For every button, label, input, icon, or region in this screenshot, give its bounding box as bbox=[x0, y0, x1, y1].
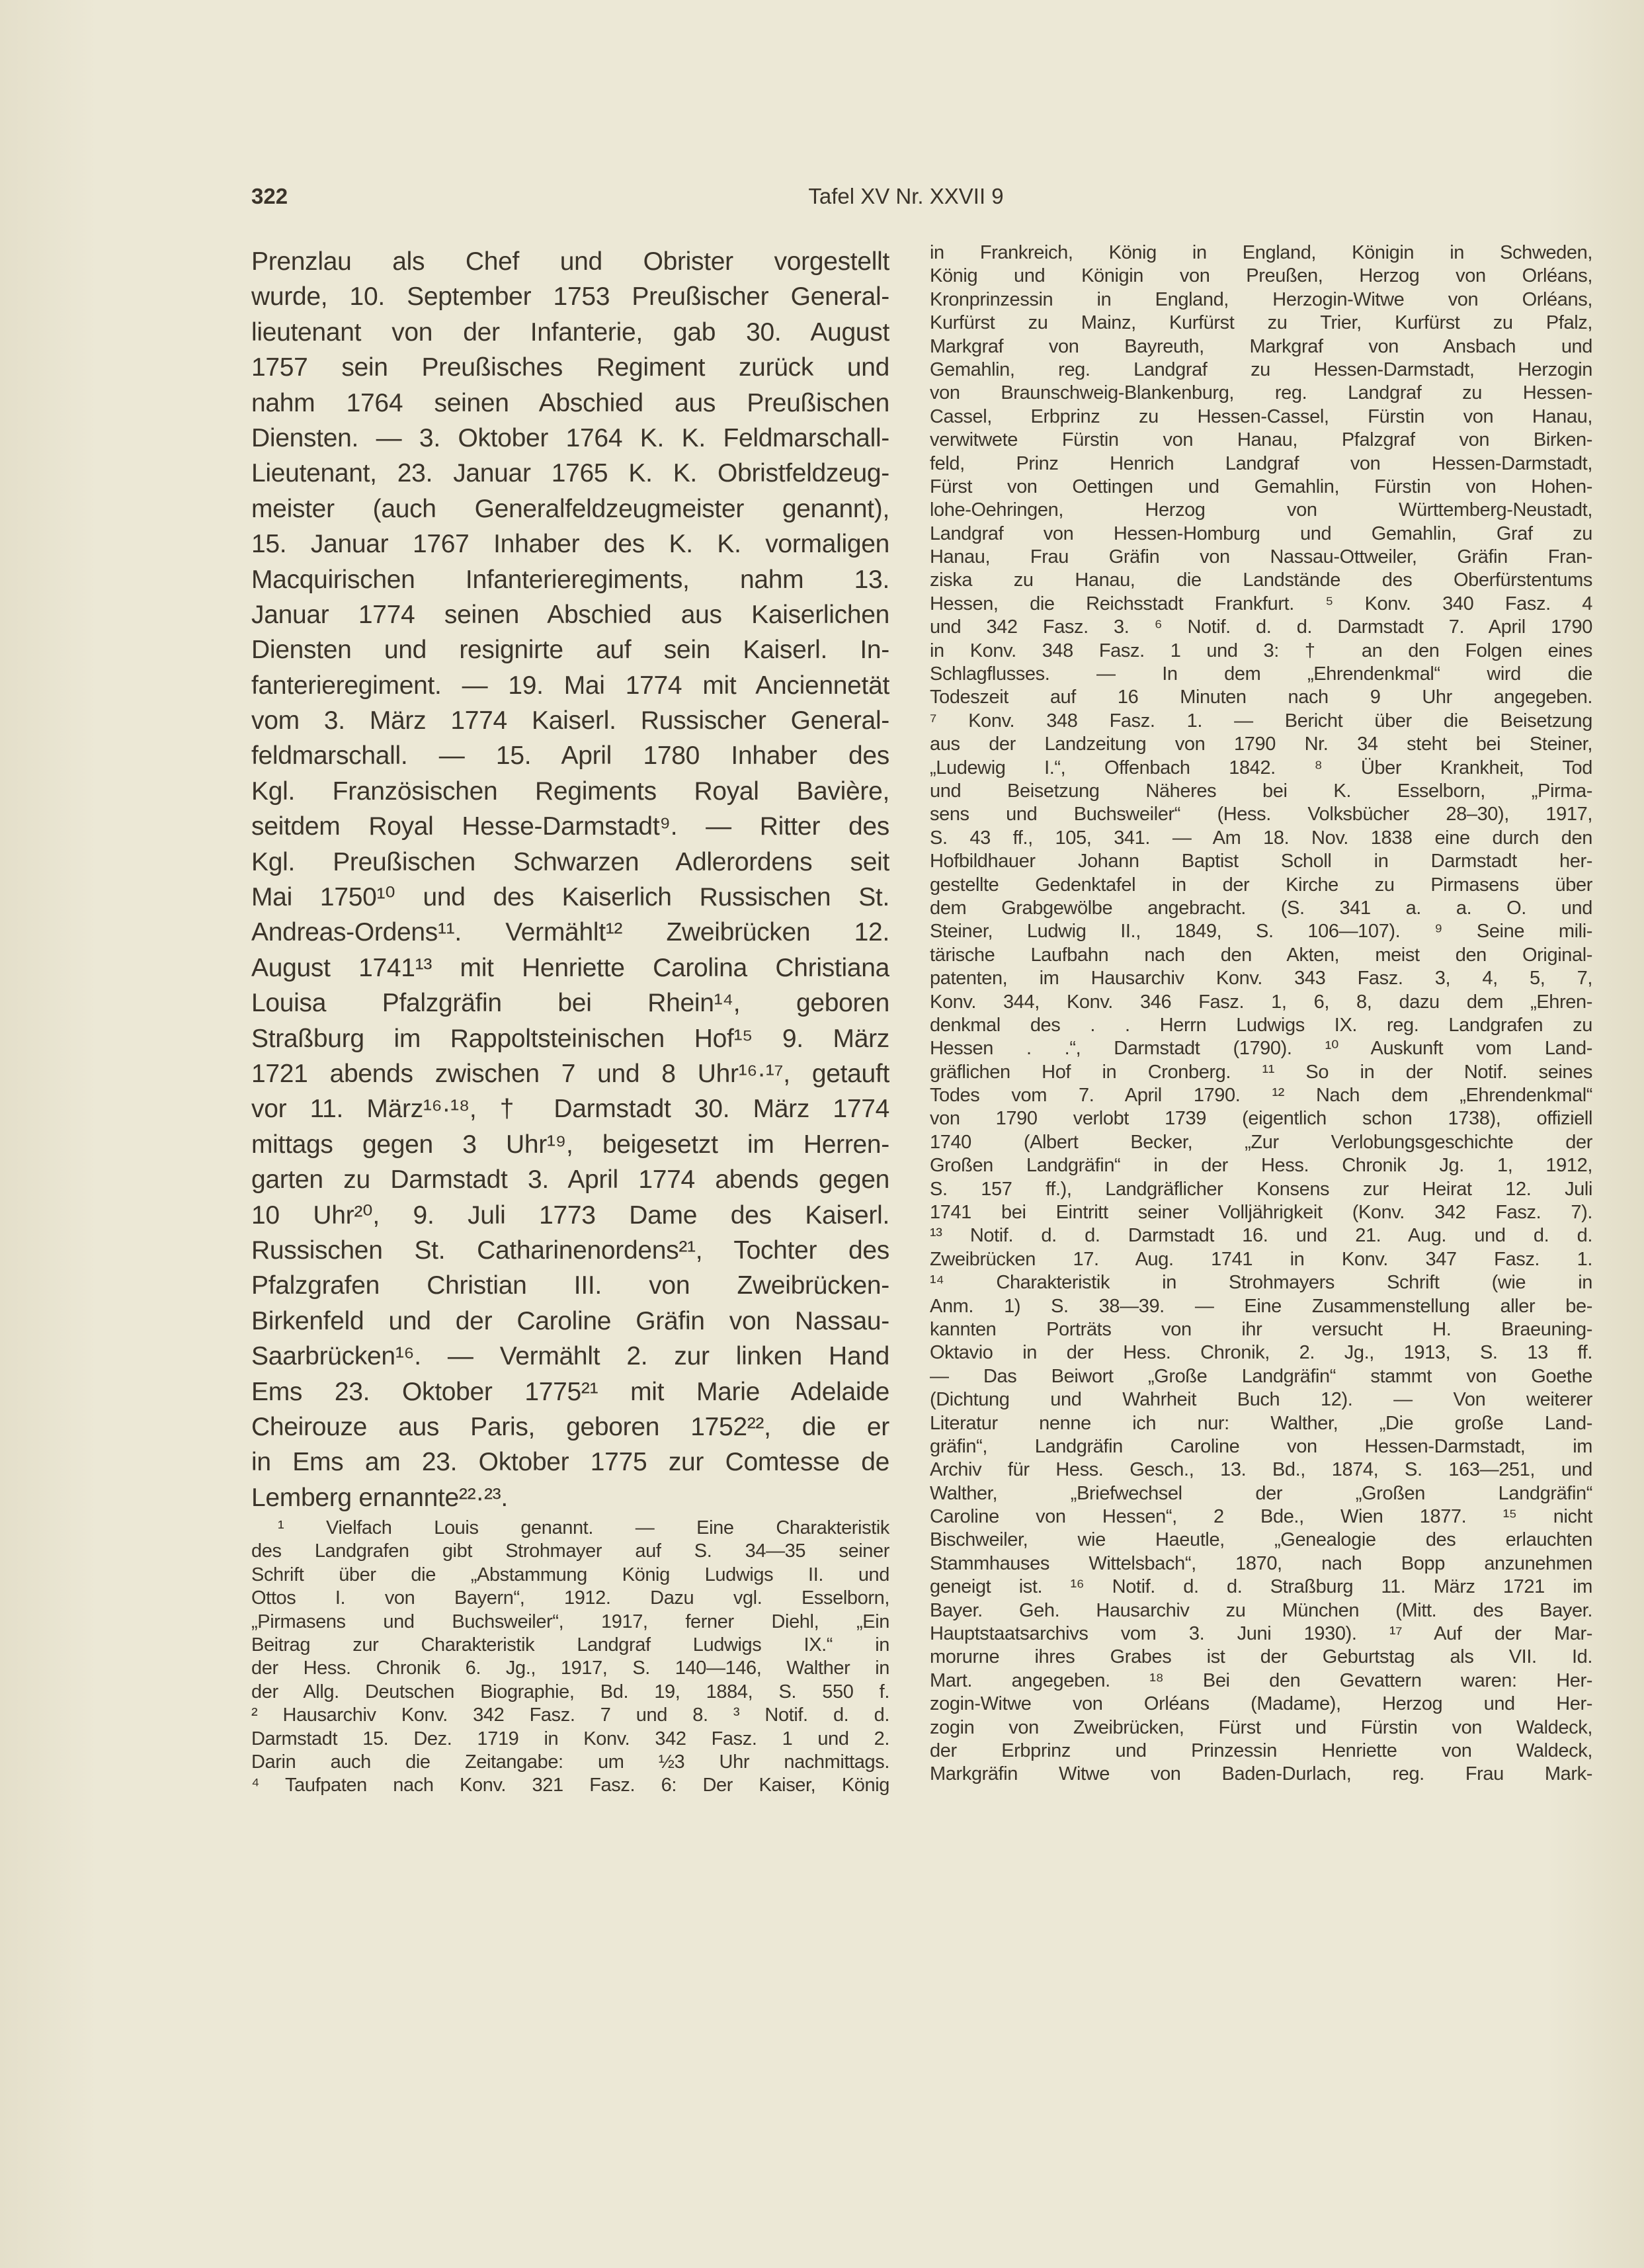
text-line: Kronprinzessin in England, Herzogin-Witwe von Orléans, bbox=[930, 288, 1592, 310]
text-line: Oktavio in der Hess. Chronik, 2. Jg., 1913, S. 13 ff. bbox=[930, 1342, 1592, 1364]
text-line: Diensten. — 3. Oktober 1764 K. K. Feldmarschall- bbox=[251, 423, 889, 452]
text-line: Ems 23. Oktober 1775²¹ mit Marie Adelaide bbox=[251, 1377, 889, 1406]
text-line: von 1790 verlobt 1739 (eigentlich schon 1738), offiziell bbox=[930, 1108, 1592, 1130]
text-line: Hanau, Frau Gräfin von Nassau-Ottweiler, Gräfin Fran- bbox=[930, 546, 1592, 568]
text-line: seitdem Royal Hesse-Darmstadt⁹. — Ritter des bbox=[251, 812, 889, 841]
text-line: Macquirischen Infanterieregiments, nahm 13. bbox=[251, 565, 889, 594]
text-line: morurne ihres Grabes ist der Geburtstag als VII. Id. bbox=[930, 1646, 1592, 1668]
text-line: in Ems am 23. Oktober 1775 zur Comtesse de bbox=[251, 1448, 889, 1477]
text-line: Kgl. Preußischen Schwarzen Adlerordens seit bbox=[251, 847, 889, 876]
text-line: S. 43 ff., 105, 341. — Am 18. Nov. 1838 eine durch den bbox=[930, 827, 1592, 849]
text-line: vor 11. März¹⁶·¹⁸, † Darmstadt 30. März 1774 bbox=[251, 1095, 889, 1124]
text-line: Russischen St. Catharinenordens²¹, Tochter des bbox=[251, 1236, 889, 1265]
text-line: Lemberg ernannte²²·²³. bbox=[251, 1483, 508, 1512]
text-line: meister (auch Generalfeldzeugmeister genannt), bbox=[251, 494, 889, 523]
text-line: ¹³ Notif. d. d. Darmstadt 16. und 21. Aug. und d. d. bbox=[930, 1225, 1592, 1247]
text-line: — Das Beiwort „Große Landgräfin“ stammt von Goethe bbox=[930, 1365, 1592, 1387]
text-line: nahm 1764 seinen Abschied aus Preußischen bbox=[251, 388, 889, 417]
text-line: Mart. angegeben. ¹⁸ Bei den Gevattern waren: Her- bbox=[930, 1669, 1592, 1691]
text-line: Birkenfeld und der Caroline Gräfin von Nassau- bbox=[251, 1306, 889, 1335]
text-line: Schrift über die „Abstammung König Ludwigs II. und bbox=[251, 1564, 889, 1585]
text-line: gestellte Gedenktafel in der Kirche zu Pirmasens über bbox=[930, 874, 1592, 896]
text-line: verwitwete Fürstin von Hanau, Pfalzgraf von Birken- bbox=[930, 429, 1592, 451]
page-header bbox=[251, 184, 1594, 214]
text-line: Gemahlin, reg. Landgraf zu Hessen-Darmstadt, Herzogin bbox=[930, 358, 1592, 380]
text-line: 1741 bei Eintritt seiner Volljährigkeit (Konv. 342 Fasz. 7). bbox=[930, 1202, 1592, 1224]
text-line: ⁴ Taufpaten nach Konv. 321 Fasz. 6: Der Kaiser, König bbox=[251, 1775, 889, 1796]
text-line: Darin auch die Zeitangabe: um ½3 Uhr nachmittags. bbox=[251, 1751, 889, 1773]
text-line: kannten Porträts von ihr versucht H. Braeuning- bbox=[930, 1318, 1592, 1340]
text-line: Pfalzgrafen Christian III. von Zweibrücken- bbox=[251, 1271, 889, 1300]
text-line: ² Hausarchiv Konv. 342 Fasz. 7 und 8. ³ Notif. d. d. bbox=[251, 1704, 889, 1726]
text-line: Markgraf von Bayreuth, Markgraf von Ansbach und bbox=[930, 335, 1592, 357]
text-line: Cheirouze aus Paris, geboren 1752²², die er bbox=[251, 1412, 889, 1441]
text-line: geneigt ist. ¹⁶ Notif. d. d. Straßburg 11. März 1721 im bbox=[930, 1576, 1592, 1598]
text-line: Walther, „Briefwechsel der „Großen Landgräfin“ bbox=[930, 1482, 1592, 1504]
text-line: August 1741¹³ mit Henriette Carolina Christiana bbox=[251, 953, 889, 982]
text-line: aus der Landzeitung von 1790 Nr. 34 steht bei Steiner, bbox=[930, 734, 1592, 755]
text-line: von Braunschweig-Blankenburg, reg. Landgraf zu Hessen- bbox=[930, 382, 1592, 404]
left-footnotes bbox=[251, 1517, 889, 1798]
right-footnotes-column bbox=[930, 241, 1592, 1786]
text-line: Louisa Pfalzgräfin bei Rhein¹⁴, geboren bbox=[251, 989, 889, 1018]
text-line: Hauptstaatsarchivs vom 3. Juni 1930). ¹⁷ Auf der Mar- bbox=[930, 1623, 1592, 1645]
text-line: Januar 1774 seinen Abschied aus Kaiserlichen bbox=[251, 600, 889, 629]
text-line: Landgraf von Hessen-Homburg und Gemahlin, Graf zu bbox=[930, 523, 1592, 544]
text-line: fanterieregiment. — 19. Mai 1774 mit Anciennetät bbox=[251, 671, 889, 700]
text-line: zogin-Witwe von Orléans (Madame), Herzog und Her- bbox=[930, 1693, 1592, 1715]
text-line: dem Grabgewölbe angebracht. (S. 341 a. a. O. und bbox=[930, 897, 1592, 919]
text-line: Bayer. Geh. Hausarchiv zu München (Mitt. des Bayer. bbox=[930, 1599, 1592, 1621]
text-line: 1740 (Albert Becker, „Zur Verlobungsgeschichte der bbox=[930, 1131, 1592, 1153]
text-line: vom 3. März 1774 Kaiserl. Russischer General- bbox=[251, 706, 889, 735]
text-line: Archiv für Hess. Gesch., 13. Bd., 1874, S. 163—251, und bbox=[930, 1459, 1592, 1481]
text-line: ⁷ Konv. 348 Fasz. 1. — Bericht über die Beisetzung bbox=[930, 710, 1592, 732]
text-line: 1757 sein Preußisches Regiment zurück und bbox=[251, 353, 889, 382]
text-line: Anm. 1) S. 38—39. — Eine Zusammenstellung aller be- bbox=[930, 1295, 1592, 1317]
text-line: der Allg. Deutschen Biographie, Bd. 19, 1884, S. 550 f. bbox=[251, 1681, 889, 1702]
text-line: 10 Uhr²⁰, 9. Juli 1773 Dame des Kaiserl. bbox=[251, 1200, 889, 1230]
text-line: ¹ Vielfach Louis genannt. — Eine Charakteristik bbox=[278, 1517, 889, 1538]
text-line: Lieutenant, 23. Januar 1765 K. K. Obristfeldzeug- bbox=[251, 459, 889, 488]
text-line: mittags gegen 3 Uhr¹⁹, beigesetzt im Herren- bbox=[251, 1130, 889, 1159]
text-line: der Erbprinz und Prinzessin Henriette von Waldeck, bbox=[930, 1740, 1592, 1761]
text-line: lohe-Oehringen, Herzog von Württemberg-Neustadt, bbox=[930, 499, 1592, 521]
text-line: feld, Prinz Henrich Landgraf von Hessen-Darmstadt, bbox=[930, 452, 1592, 474]
text-line: Kurfürst zu Mainz, Kurfürst zu Trier, Kurfürst zu Pfalz, bbox=[930, 312, 1592, 334]
text-line: gräfin“, Landgräfin Caroline von Hessen-Darmstadt, im bbox=[930, 1435, 1592, 1457]
text-line: Konv. 344, Konv. 346 Fasz. 1, 6, 8, dazu dem „Ehren- bbox=[930, 991, 1592, 1013]
running-title: Tafel XV Nr. XXVII 9 bbox=[808, 184, 1004, 208]
text-line: Großen Landgräfin“ in der Hess. Chronik Jg. 1, 1912, bbox=[930, 1155, 1592, 1177]
text-line: denkmal des . . Herrn Ludwigs IX. reg. Landgrafen zu bbox=[930, 1014, 1592, 1036]
text-line: S. 157 ff.), Landgräflicher Konsens zur Heirat 12. Juli bbox=[930, 1178, 1592, 1200]
text-line: „Ludewig I.“, Offenbach 1842. ⁸ Über Krankheit, Tod bbox=[930, 757, 1592, 778]
text-line: und Beisetzung Näheres bei K. Esselborn, „Pirma- bbox=[930, 780, 1592, 802]
text-line: Prenzlau als Chef und Obrister vorgestellt bbox=[251, 247, 889, 276]
text-line: tärische Laufbahn nach den Akten, meist den Original- bbox=[930, 944, 1592, 966]
text-line: Kgl. Französischen Regiments Royal Bavière, bbox=[251, 777, 889, 806]
text-line: ¹⁴ Charakteristik in Strohmayers Schrift (wie in bbox=[930, 1272, 1592, 1294]
text-line: (Dichtung und Wahrheit Buch 12). — Von weiterer bbox=[930, 1389, 1592, 1411]
text-line: 15. Januar 1767 Inhaber des K. K. vormaligen bbox=[251, 530, 889, 559]
text-line: Todeszeit auf 16 Minuten nach 9 Uhr angegeben. bbox=[930, 687, 1592, 708]
text-line: ziska zu Hanau, die Landstände des Oberfürstentums bbox=[930, 569, 1592, 591]
text-line: Hofbildhauer Johann Baptist Scholl in Darmstadt her- bbox=[930, 851, 1592, 872]
page-number: 322 bbox=[251, 184, 288, 208]
text-line: der Hess. Chronik 6. Jg., 1917, S. 140—146, Walther in bbox=[251, 1658, 889, 1679]
text-line: Literatur nenne ich nur: Walther, „Die große Land- bbox=[930, 1412, 1592, 1434]
text-line: Straßburg im Rappoltsteinischen Hof¹⁵ 9. März bbox=[251, 1024, 889, 1053]
text-line: „Pirmasens und Buchsweiler“, 1917, ferner Diehl, „Ein bbox=[251, 1611, 889, 1632]
text-line: König und Königin von Preußen, Herzog von Orléans, bbox=[930, 265, 1592, 287]
text-line: Caroline von Hessen“, 2 Bde., Wien 1877. ¹⁵ nicht bbox=[930, 1506, 1592, 1528]
text-line: Stammhauses Wittelsbach“, 1870, nach Bopp anzunehmen bbox=[930, 1552, 1592, 1574]
text-line: sens und Buchsweiler“ (Hess. Volksbücher 28–30), 1917, bbox=[930, 804, 1592, 825]
text-line: Markgräfin Witwe von Baden-Durlach, reg. Frau Mark- bbox=[930, 1763, 1592, 1785]
text-line: gräflichen Hof in Cronberg. ¹¹ So in der Notif. seines bbox=[930, 1061, 1592, 1083]
text-line: feldmarschall. — 15. April 1780 Inhaber des bbox=[251, 741, 889, 771]
text-line: lieutenant von der Infanterie, gab 30. August bbox=[251, 317, 889, 347]
text-line: Schlagflusses. — In dem „Ehrendenkmal“ wird die bbox=[930, 663, 1592, 685]
text-line: Bischweiler, wie Haeutle, „Genealogie des erlauchten bbox=[930, 1529, 1592, 1551]
text-line: garten zu Darmstadt 3. April 1774 abends gegen bbox=[251, 1165, 889, 1195]
text-line: Hessen . .“, Darmstadt (1790). ¹⁰ Auskunft vom Land- bbox=[930, 1038, 1592, 1060]
text-line: des Landgrafen gibt Strohmayer auf S. 34—35 seiner bbox=[251, 1540, 889, 1562]
text-line: Todes vom 7. April 1790. ¹² Nach dem „Ehrendenkmal“ bbox=[930, 1085, 1592, 1107]
text-line: Zweibrücken 17. Aug. 1741 in Konv. 347 Fasz. 1. bbox=[930, 1248, 1592, 1270]
text-line: Andreas-Ordens¹¹. Vermählt¹² Zweibrücken 12. bbox=[251, 918, 889, 947]
text-line: Hessen, die Reichsstadt Frankfurt. ⁵ Konv. 340 Fasz. 4 bbox=[930, 593, 1592, 614]
text-line: Cassel, Erbprinz zu Hessen-Cassel, Fürstin von Hanau, bbox=[930, 405, 1592, 427]
text-line: Diensten und resignirte auf sein Kaiserl. In- bbox=[251, 636, 889, 665]
main-text-column bbox=[251, 244, 889, 1515]
text-line: Beitrag zur Charakteristik Landgraf Ludwigs IX.“ in bbox=[251, 1634, 889, 1656]
text-line: 1721 abends zwischen 7 und 8 Uhr¹⁶·¹⁷, getauft bbox=[251, 1059, 889, 1088]
text-line: patenten, im Hausarchiv Konv. 343 Fasz. 3, 4, 5, 7, bbox=[930, 968, 1592, 989]
text-line: in Frankreich, König in England, Königin in Schweden, bbox=[930, 242, 1592, 263]
text-line: in Konv. 348 Fasz. 1 und 3: † an den Folgen eines bbox=[930, 640, 1592, 661]
text-line: Darmstadt 15. Dez. 1719 in Konv. 342 Fasz. 1 und 2. bbox=[251, 1728, 889, 1749]
text-line: Mai 1750¹⁰ und des Kaiserlich Russischen St. bbox=[251, 883, 889, 912]
text-line: Fürst von Oettingen und Gemahlin, Fürstin von Hohen- bbox=[930, 476, 1592, 497]
text-line: zogin von Zweibrücken, Fürst und Fürstin von Waldeck, bbox=[930, 1716, 1592, 1738]
text-line: und 342 Fasz. 3. ⁶ Notif. d. d. Darmstadt 7. April 1790 bbox=[930, 616, 1592, 638]
text-line: wurde, 10. September 1753 Preußischer General- bbox=[251, 282, 889, 312]
text-line: Saarbrücken¹⁶. — Vermählt 2. zur linken Hand bbox=[251, 1342, 889, 1371]
text-line: Steiner, Ludwig II., 1849, S. 106—107). ⁹ Seine mili- bbox=[930, 921, 1592, 943]
text-line: Ottos I. von Bayern“, 1912. Dazu vgl. Esselborn, bbox=[251, 1587, 889, 1609]
